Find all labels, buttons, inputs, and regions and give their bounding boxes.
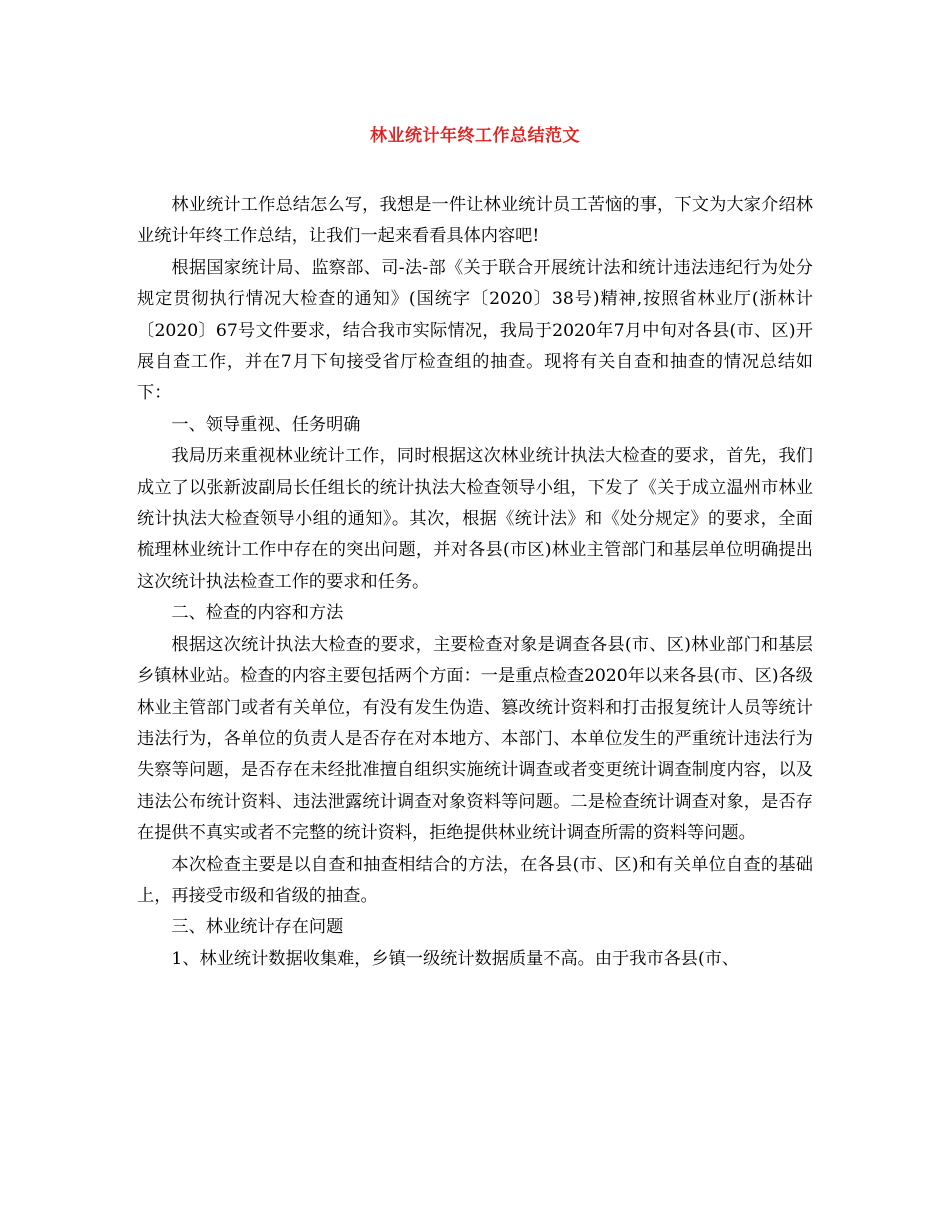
paragraph-inspection-method: 本次检查主要是以自查和抽查相结合的方法，在各县(市、区)和有关单位自查的基础上，再接受市级和省级的抽查。 — [137, 854, 813, 906]
document-title: 林业统计年终工作总结范文 — [370, 126, 580, 146]
section-heading-1: 一、领导重视、任务明确 — [171, 414, 361, 435]
paragraph-background: 根据国家统计局、监察部、司-法-部《关于联合开展统计法和统计违法违纪行为处分规定贯彻执行情况大检查的通知》(国统字〔2020〕38号)精神,按照省林业厅(浙林计〔2020〕67号文件要求，结合我市实际情况，我局于2020年7月中旬对各县(市、区)开展自查工作，并在7月下旬接受省厅检查组的抽查。现将有关自查和抽查的情况总结如下： — [137, 257, 813, 404]
document-body — [137, 190, 813, 975]
paragraph-intro: 林业统计工作总结怎么写，我想是一件让林业统计员工苦恼的事，下文为大家介绍林业统计年终工作总结，让我们一起来看看具体内容吧! — [137, 195, 813, 247]
paragraph-problem-1: 1、林业统计数据收集难，乡镇一级统计数据质量不高。由于我市各县(市、 — [171, 948, 740, 969]
section-heading-2: 二、检查的内容和方法 — [171, 603, 344, 624]
section-heading-3: 三、林业统计存在问题 — [171, 917, 344, 938]
paragraph-leadership: 我局历来重视林业统计工作，同时根据这次林业统计执法大检查的要求，首先，我们成立了以张新波副局长任组长的统计执法大检查领导小组，下发了《关于成立温州市林业统计执法大检查领导小组的通知》。其次，根据《统计法》和《处分规定》的要求，全面梳理林业统计工作中存在的突出问题，并对各县(市区)林业主管部门和基层单位明确提出这次统计执法检查工作的要求和任务。 — [137, 446, 813, 592]
paragraph-inspection-content: 根据这次统计执法大检查的要求，主要检查对象是调查各县(市、区)林业部门和基层乡镇林业站。检查的内容主要包括两个方面：一是重点检查2020年以来各县(市、区)各级林业主管部门或者有关单位，有没有发生伪造、篡改统计资料和打击报复统计人员等统计违法行为，各单位的负责人是否存在对本地方、本部门、本单位发生的严重统计违法行为失察等问题，是否存在未经批准擅自组织实施统计调查或者变更统计调查制度内容，以及违法公布统计资料、违法泄露统计调查对象资料等问题。二是检查统计调查对象，是否存在提供不真实或者不完整的统计资料，拒绝提供林业统计调查所需的资料等问题。 — [137, 634, 813, 844]
